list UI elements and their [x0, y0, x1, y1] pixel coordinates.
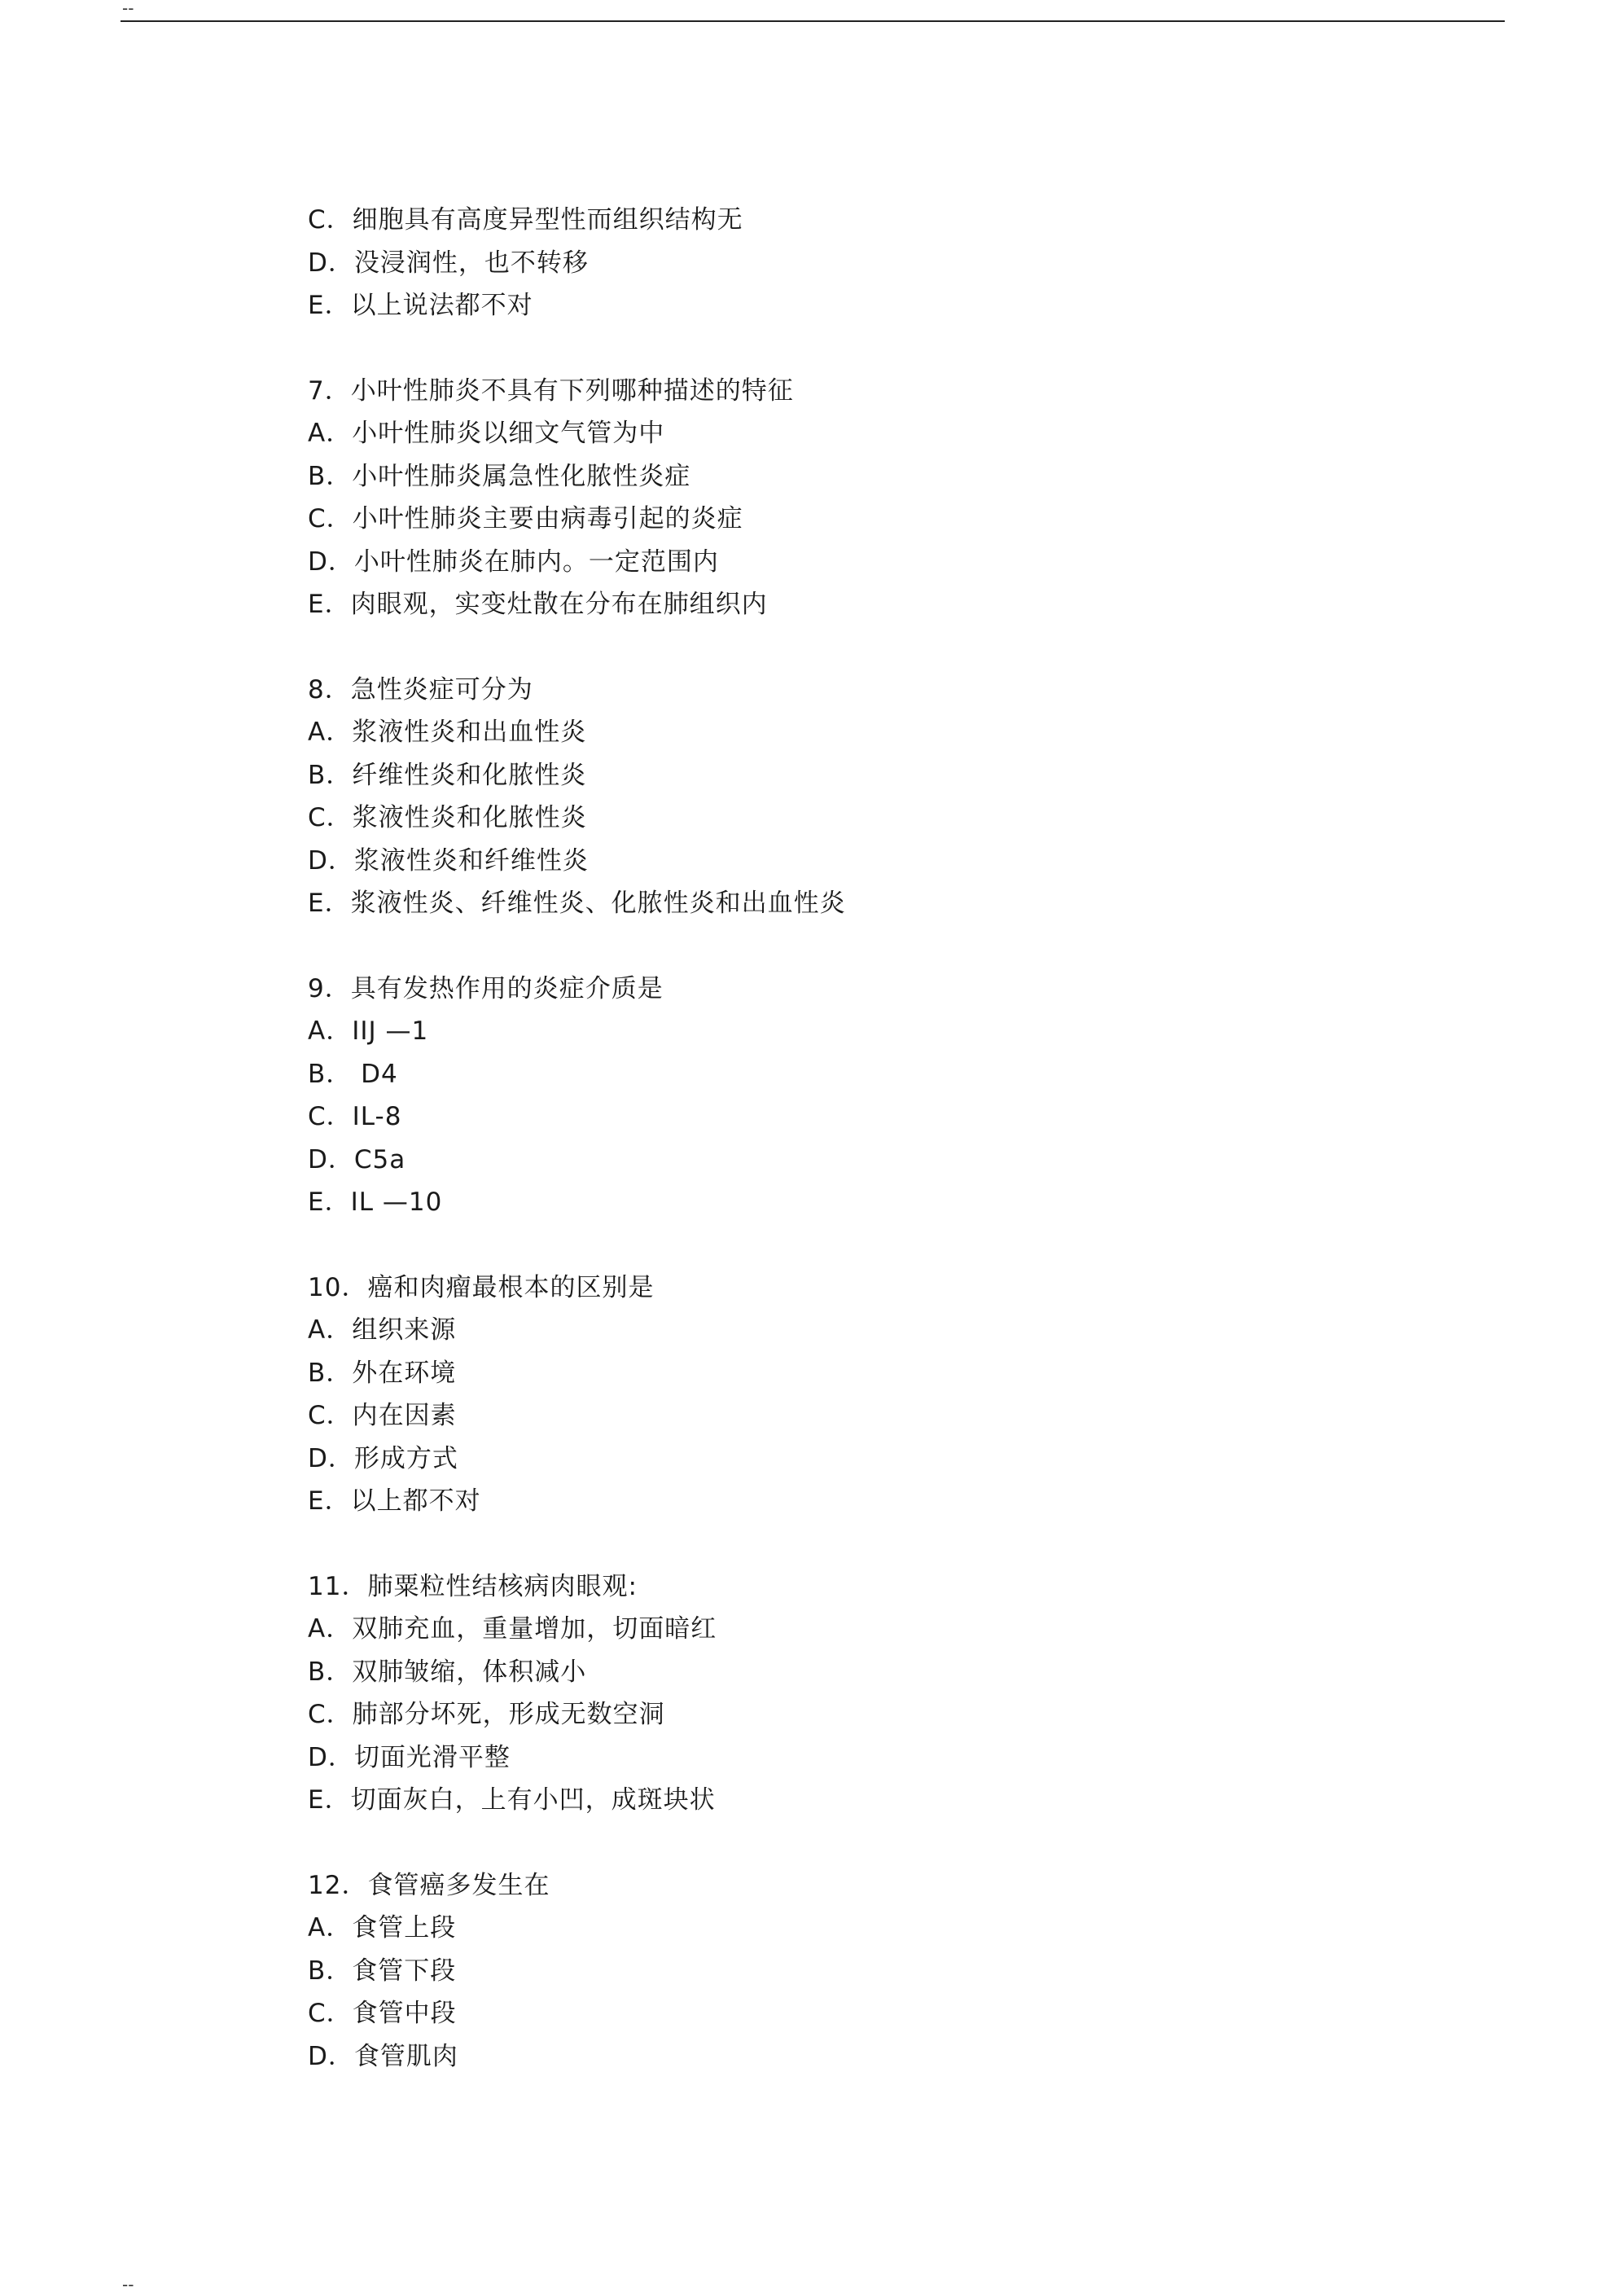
question-stem: 12．食管癌多发生在: [308, 1870, 550, 1900]
option-line: C．肺部分坏死，形成无数空洞: [308, 1700, 665, 1729]
question-stem: 11．肺粟粒性结核病肉眼观:: [308, 1571, 638, 1601]
option-line: A．组织来源: [308, 1315, 457, 1345]
question-stem: 7．小叶性肺炎不具有下列哪种描述的特征: [308, 375, 794, 406]
option-line: E．IL —10: [308, 1188, 443, 1217]
question-10: [308, 1267, 1448, 1523]
option-line: A．食管上段: [308, 1913, 457, 1943]
option-line: D．食管肌肉: [308, 2041, 458, 2071]
option-line: B．纤维性炎和化脓性炎: [308, 760, 587, 790]
option-line: D．形成方式: [308, 1443, 458, 1473]
option-line: A．浆液性炎和出血性炎: [308, 718, 587, 747]
option-line: D．小叶性肺炎在肺内。一定范围内: [308, 547, 719, 577]
option-line: D．C5a: [308, 1144, 406, 1174]
page-header-mark: --: [122, 0, 134, 18]
option-line: C．食管中段: [308, 1999, 457, 2028]
option-line: A．小叶性肺炎以细文气管为中: [308, 419, 665, 448]
option-line: E．以上说法都不对: [308, 291, 533, 320]
option-line: B． D4: [308, 1059, 398, 1089]
question-7: [308, 370, 1448, 626]
question-8: [308, 669, 1448, 925]
option-line: B．食管下段: [308, 1956, 457, 1986]
option-line: C．小叶性肺炎主要由病毒引起的炎症: [308, 504, 743, 533]
option-line: E．浆液性炎、纤维性炎、化脓性炎和出血性炎: [308, 889, 846, 918]
question-stem: 8．急性炎症可分为: [308, 674, 533, 705]
question-stem: 9．具有发热作用的炎症介质是: [308, 973, 664, 1003]
option-line: D．切面光滑平整: [308, 1742, 511, 1772]
question-12: [308, 1864, 1448, 2079]
question-stem: 10．癌和肉瘤最根本的区别是: [308, 1272, 655, 1302]
option-line: E．切面灰白，上有小凹，成斑块状: [308, 1785, 716, 1815]
option-line: B．小叶性肺炎属急性化脓性炎症: [308, 461, 691, 491]
option-line: E．以上都不对: [308, 1486, 481, 1516]
option-line: D．浆液性炎和纤维性炎: [308, 845, 589, 876]
question-list: [308, 199, 1448, 2120]
question-9: [308, 968, 1448, 1224]
option-line: A．IIJ —1: [308, 1016, 429, 1046]
option-line: B．双肺皱缩，体积减小: [308, 1657, 587, 1687]
option-line: A．双肺充血，重量增加，切面暗红: [308, 1614, 717, 1644]
option-line: C．细胞具有高度异型性而组织结构无: [308, 205, 743, 235]
option-line: C．浆液性炎和化脓性炎: [308, 803, 587, 832]
option-line: E．肉眼观，实变灶散在分布在肺组织内: [308, 590, 768, 619]
option-line: D．没浸润性，也不转移: [308, 248, 589, 278]
page-footer-mark: --: [122, 2275, 134, 2294]
option-line: C．IL-8: [308, 1102, 402, 1131]
question-6-continued: [308, 199, 1448, 327]
question-11: [308, 1565, 1448, 1822]
header-rule: [121, 20, 1505, 22]
option-line: C．内在因素: [308, 1401, 457, 1430]
option-line: B．外在环境: [308, 1358, 457, 1388]
